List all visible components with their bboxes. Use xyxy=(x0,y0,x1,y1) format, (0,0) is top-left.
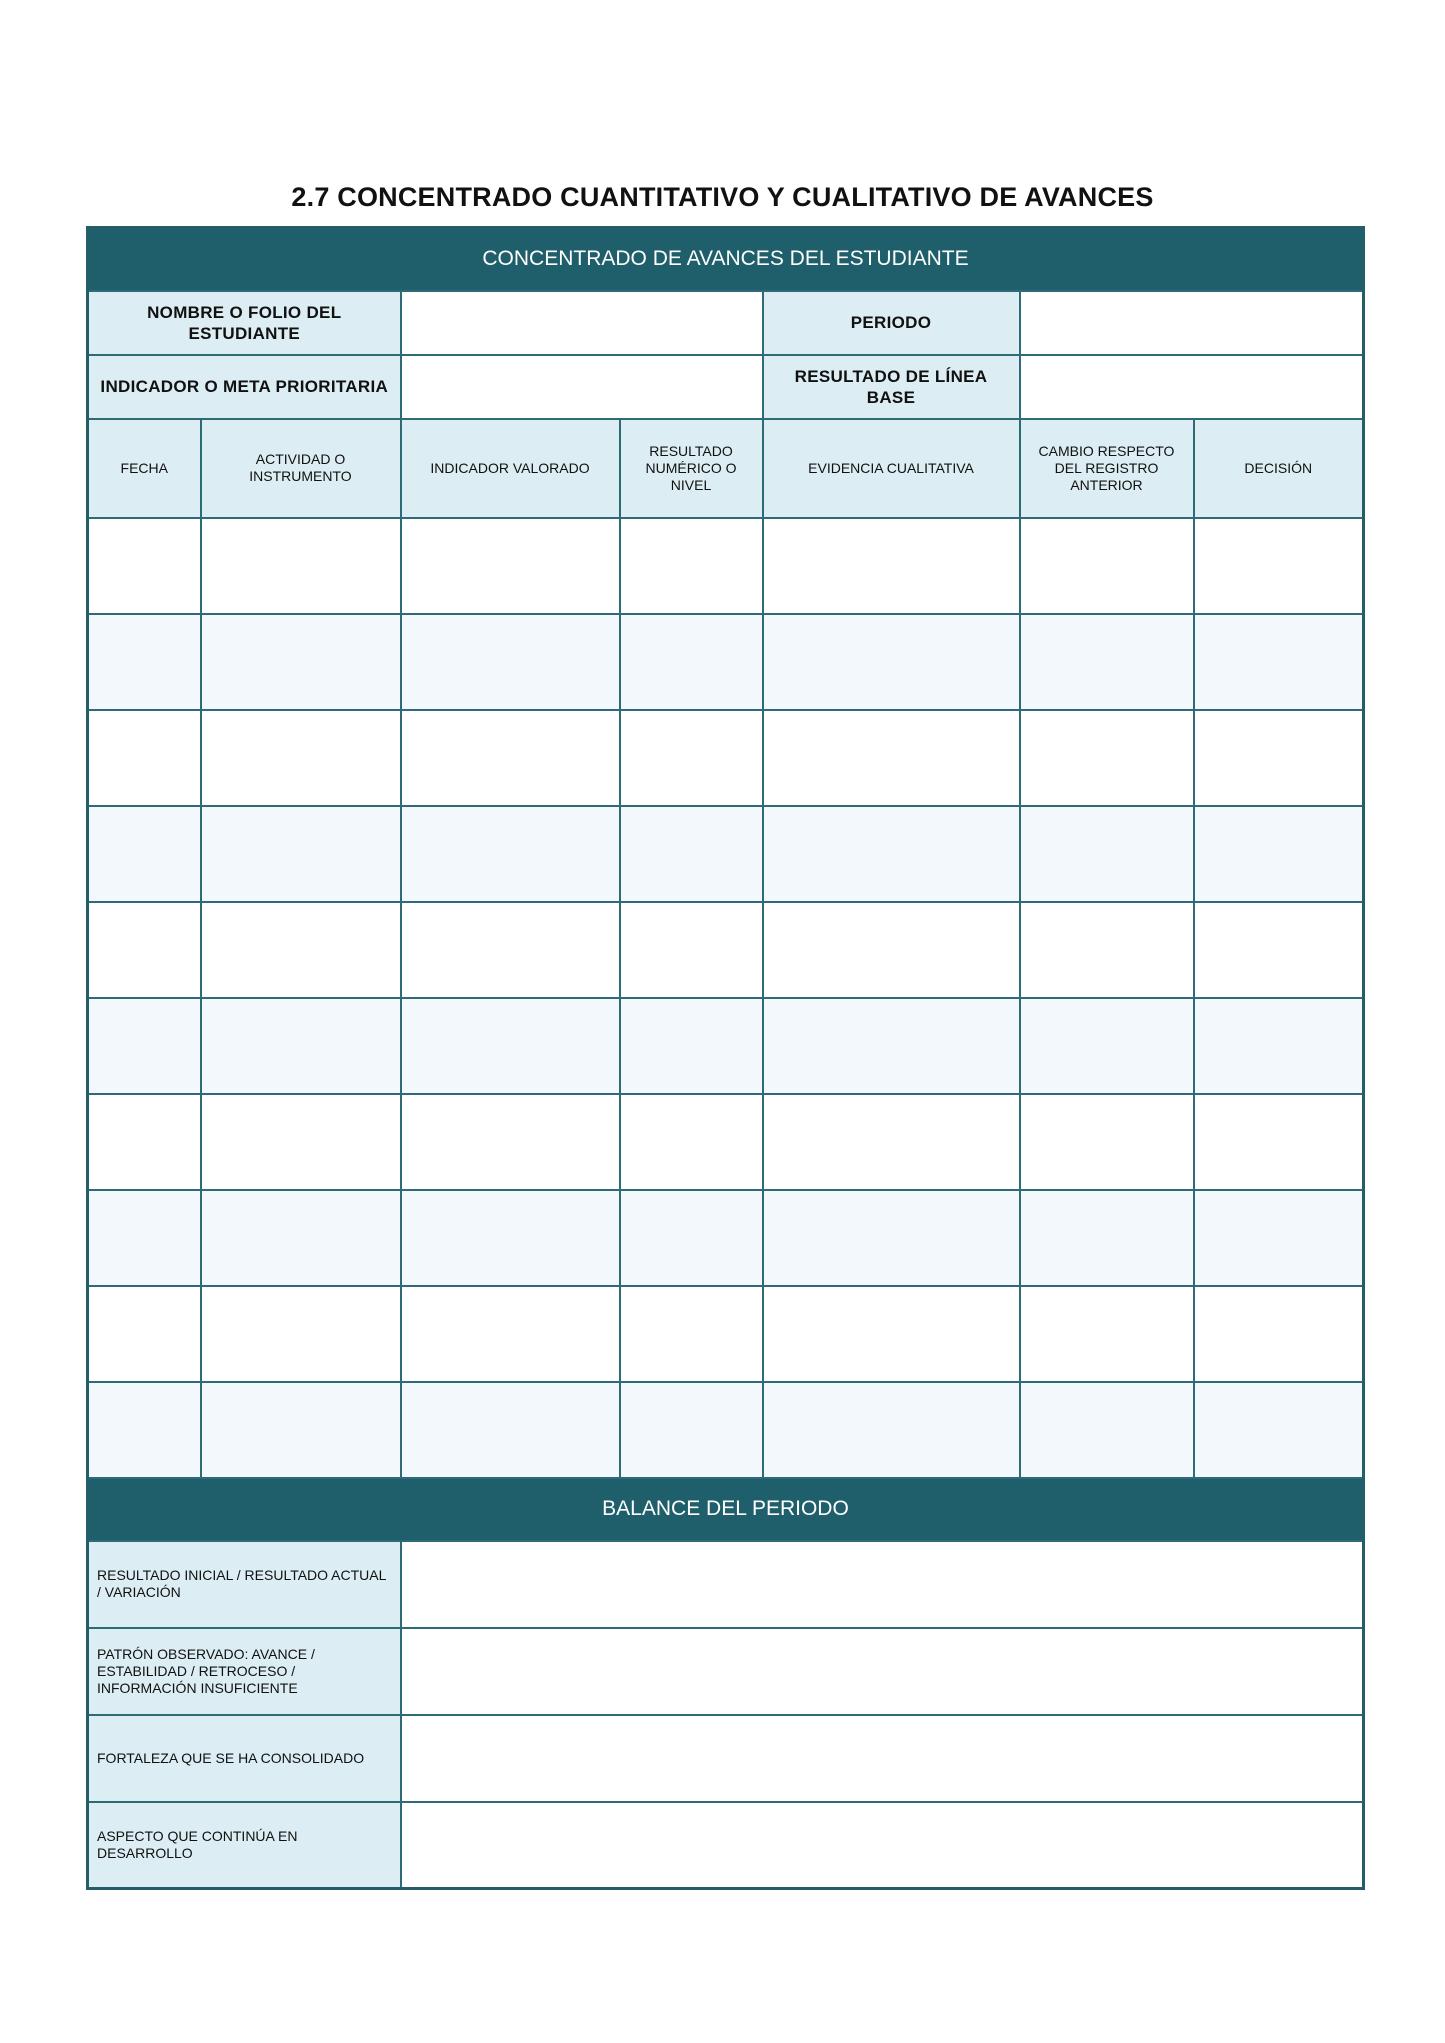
period-label: PERIODO xyxy=(763,291,1020,355)
cell-indicador[interactable] xyxy=(401,902,620,998)
cell-decision[interactable] xyxy=(1194,1382,1364,1478)
cell-cambio[interactable] xyxy=(1020,902,1194,998)
cell-cambio[interactable] xyxy=(1020,998,1194,1094)
cell-actividad[interactable] xyxy=(201,902,401,998)
cell-indicador[interactable] xyxy=(401,1190,620,1286)
cell-evidencia[interactable] xyxy=(763,1286,1020,1382)
progress-summary-form xyxy=(86,226,1365,1890)
balance-label: PATRÓN OBSERVADO: AVANCE / ESTABILIDAD / RETROCESO / INFORMACIÓN INSUFICIENTE xyxy=(88,1628,401,1715)
table-row xyxy=(88,806,1364,902)
cell-cambio[interactable] xyxy=(1020,518,1194,614)
table-row xyxy=(88,1286,1364,1382)
cell-cambio[interactable] xyxy=(1020,710,1194,806)
cell-fecha[interactable] xyxy=(88,806,201,902)
column-header-fecha: FECHA xyxy=(88,419,201,518)
balance-label: FORTALEZA QUE SE HA CONSOLIDADO xyxy=(88,1715,401,1802)
cell-fecha[interactable] xyxy=(88,1094,201,1190)
cell-cambio[interactable] xyxy=(1020,1094,1194,1190)
balance-value-field[interactable] xyxy=(401,1715,1364,1802)
cell-evidencia[interactable] xyxy=(763,1094,1020,1190)
cell-actividad[interactable] xyxy=(201,998,401,1094)
balance-row xyxy=(88,1628,1364,1715)
balance-row xyxy=(88,1802,1364,1889)
cell-indicador[interactable] xyxy=(401,1094,620,1190)
cell-fecha[interactable] xyxy=(88,1286,201,1382)
balance-label: ASPECTO QUE CONTINÚA EN DESARROLLO xyxy=(88,1802,401,1889)
indicator-label: INDICADOR O META PRIORITARIA xyxy=(88,355,401,419)
cell-decision[interactable] xyxy=(1194,1190,1364,1286)
balance-row xyxy=(88,1541,1364,1628)
page-title: 2.7 CONCENTRADO CUANTITATIVO Y CUALITATIVO DE AVANCES xyxy=(291,182,1154,212)
cell-resultado[interactable] xyxy=(620,806,763,902)
student-name-field[interactable] xyxy=(401,291,763,355)
balance-row xyxy=(88,1715,1364,1802)
balance-value-field[interactable] xyxy=(401,1802,1364,1889)
cell-cambio[interactable] xyxy=(1020,806,1194,902)
cell-decision[interactable] xyxy=(1194,1094,1364,1190)
cell-indicador[interactable] xyxy=(401,1382,620,1478)
cell-indicador[interactable] xyxy=(401,518,620,614)
cell-cambio[interactable] xyxy=(1020,1190,1194,1286)
column-header-actividad: ACTIVIDAD O INSTRUMENTO xyxy=(201,419,401,518)
cell-decision[interactable] xyxy=(1194,806,1364,902)
cell-resultado[interactable] xyxy=(620,614,763,710)
cell-evidencia[interactable] xyxy=(763,806,1020,902)
cell-resultado[interactable] xyxy=(620,998,763,1094)
column-header-decision: DECISIÓN xyxy=(1194,419,1364,518)
balance-value-field[interactable] xyxy=(401,1628,1364,1715)
cell-actividad[interactable] xyxy=(201,1286,401,1382)
cell-resultado[interactable] xyxy=(620,1190,763,1286)
cell-cambio[interactable] xyxy=(1020,1286,1194,1382)
cell-actividad[interactable] xyxy=(201,518,401,614)
cell-fecha[interactable] xyxy=(88,710,201,806)
cell-evidencia[interactable] xyxy=(763,614,1020,710)
table-row xyxy=(88,614,1364,710)
cell-evidencia[interactable] xyxy=(763,998,1020,1094)
cell-actividad[interactable] xyxy=(201,614,401,710)
cell-evidencia[interactable] xyxy=(763,1382,1020,1478)
cell-resultado[interactable] xyxy=(620,518,763,614)
period-field[interactable] xyxy=(1020,291,1364,355)
cell-cambio[interactable] xyxy=(1020,614,1194,710)
cell-fecha[interactable] xyxy=(88,614,201,710)
table-row xyxy=(88,1094,1364,1190)
cell-actividad[interactable] xyxy=(201,806,401,902)
cell-decision[interactable] xyxy=(1194,902,1364,998)
balance-label: RESULTADO INICIAL / RESULTADO ACTUAL / VARIACIÓN xyxy=(88,1541,401,1628)
cell-indicador[interactable] xyxy=(401,614,620,710)
cell-decision[interactable] xyxy=(1194,1286,1364,1382)
cell-resultado[interactable] xyxy=(620,710,763,806)
column-header-evidencia: EVIDENCIA CUALITATIVA xyxy=(763,419,1020,518)
cell-indicador[interactable] xyxy=(401,1286,620,1382)
cell-fecha[interactable] xyxy=(88,518,201,614)
student-name-label: NOMBRE O FOLIO DEL ESTUDIANTE xyxy=(88,291,401,355)
indicator-field[interactable] xyxy=(401,355,763,419)
cell-decision[interactable] xyxy=(1194,614,1364,710)
column-header-indicador: INDICADOR VALORADO xyxy=(401,419,620,518)
table-row xyxy=(88,998,1364,1094)
table-row xyxy=(88,1190,1364,1286)
table-row xyxy=(88,710,1364,806)
column-header-cambio: CAMBIO RESPECTO DEL REGISTRO ANTERIOR xyxy=(1020,419,1194,518)
cell-indicador[interactable] xyxy=(401,998,620,1094)
cell-fecha[interactable] xyxy=(88,902,201,998)
cell-fecha[interactable] xyxy=(88,1382,201,1478)
section-header-avances: CONCENTRADO DE AVANCES DEL ESTUDIANTE xyxy=(88,228,1364,291)
cell-evidencia[interactable] xyxy=(763,902,1020,998)
balance-value-field[interactable] xyxy=(401,1541,1364,1628)
column-header-resultado: RESULTADO NUMÉRICO O NIVEL xyxy=(620,419,763,518)
cell-resultado[interactable] xyxy=(620,1286,763,1382)
cell-resultado[interactable] xyxy=(620,902,763,998)
table-row xyxy=(88,902,1364,998)
cell-evidencia[interactable] xyxy=(763,518,1020,614)
baseline-label: RESULTADO DE LÍNEA BASE xyxy=(763,355,1020,419)
cell-evidencia[interactable] xyxy=(763,1190,1020,1286)
cell-fecha[interactable] xyxy=(88,1190,201,1286)
cell-cambio[interactable] xyxy=(1020,1382,1194,1478)
cell-actividad[interactable] xyxy=(201,710,401,806)
cell-resultado[interactable] xyxy=(620,1094,763,1190)
table-row xyxy=(88,518,1364,614)
cell-decision[interactable] xyxy=(1194,710,1364,806)
baseline-field[interactable] xyxy=(1020,355,1364,419)
cell-decision[interactable] xyxy=(1194,518,1364,614)
table-row xyxy=(88,1382,1364,1478)
cell-decision[interactable] xyxy=(1194,998,1364,1094)
cell-fecha[interactable] xyxy=(88,998,201,1094)
cell-actividad[interactable] xyxy=(201,1094,401,1190)
column-header-row xyxy=(88,419,1364,518)
cell-resultado[interactable] xyxy=(620,1382,763,1478)
section-header-balance: BALANCE DEL PERIODO xyxy=(88,1478,1364,1541)
cell-evidencia[interactable] xyxy=(763,710,1020,806)
cell-indicador[interactable] xyxy=(401,806,620,902)
cell-actividad[interactable] xyxy=(201,1382,401,1478)
cell-indicador[interactable] xyxy=(401,710,620,806)
cell-actividad[interactable] xyxy=(201,1190,401,1286)
